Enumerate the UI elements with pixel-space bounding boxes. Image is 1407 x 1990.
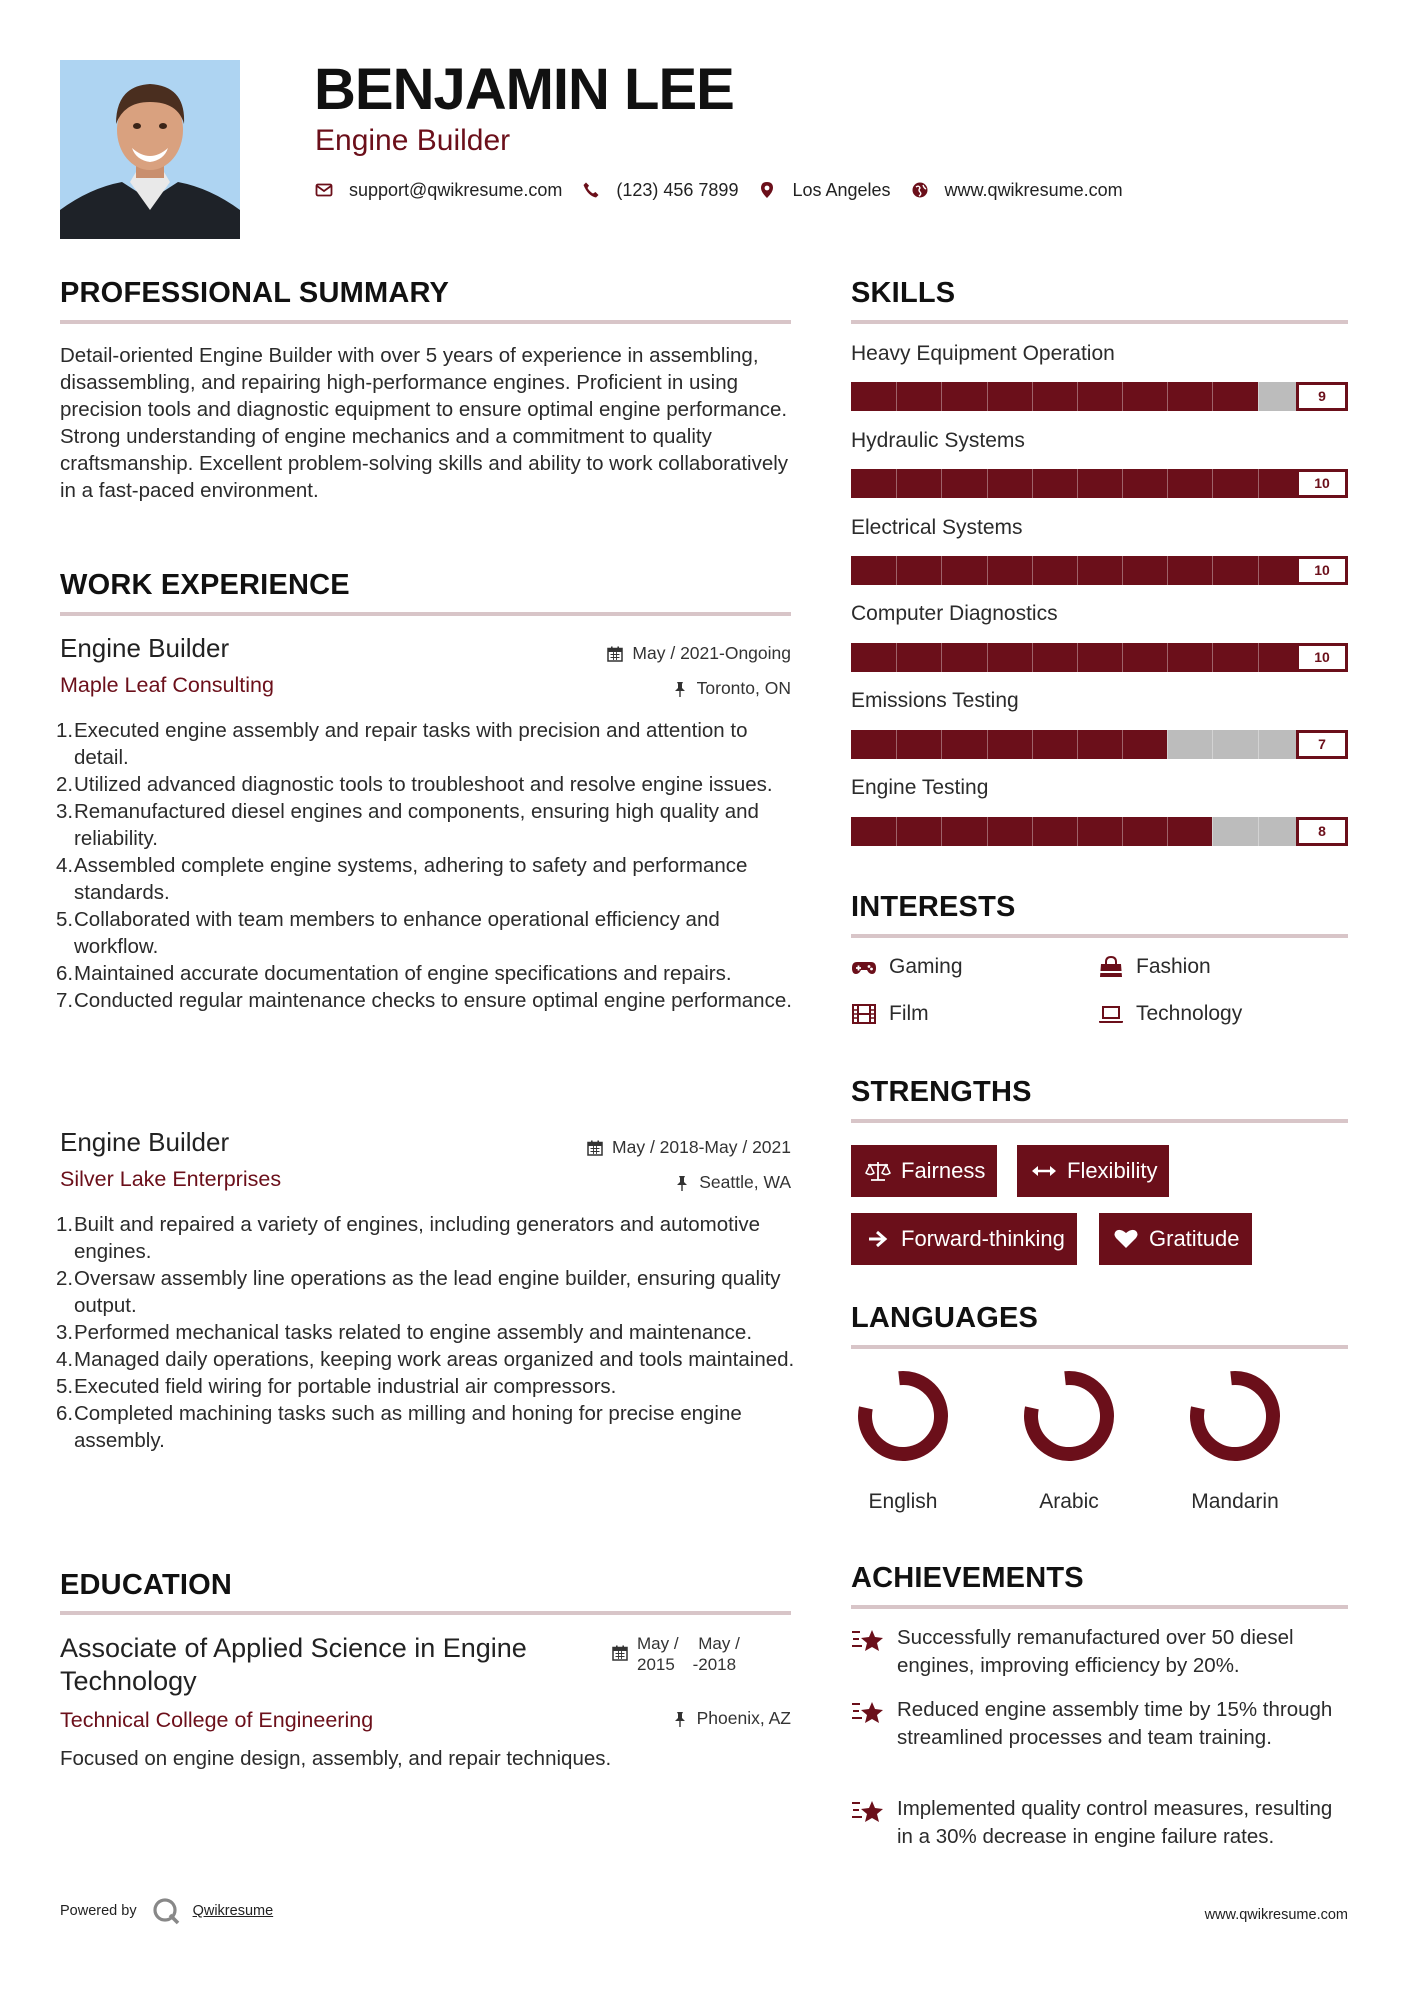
skill-bar-segment-divider (1032, 382, 1033, 411)
job-dates-text: May / 2021-Ongoing (632, 643, 791, 663)
laptop-icon (1098, 1003, 1124, 1025)
strength-label: Forward-thinking (901, 1226, 1065, 1251)
skill-name: Electrical Systems (851, 516, 1023, 539)
skill-bar-segment-divider (1258, 469, 1259, 498)
calendar-icon (607, 646, 623, 662)
skill-bar-segment-divider (1212, 817, 1213, 846)
experience-heading: WORK EXPERIENCE (60, 569, 350, 601)
skill-bar-segment-divider (1212, 469, 1213, 498)
achievement-item (851, 1624, 1351, 1680)
skill-bar-segment-divider (1167, 817, 1168, 846)
powered-by-text: Powered by (60, 1903, 137, 1919)
job-dates-text: May / 2018-May / 2021 (612, 1137, 791, 1157)
language-label: Mandarin (1191, 1490, 1279, 1513)
skill-bar-segment-divider (987, 643, 988, 672)
skill-bar (851, 730, 1348, 759)
list-item: 7. Conducted regular maintenance checks to ensure optimal engine performance. (56, 989, 792, 1012)
summary-heading: PROFESSIONAL SUMMARY (60, 277, 450, 309)
contact-email[interactable] (315, 180, 562, 201)
contact-phone[interactable] (582, 180, 738, 201)
globe-icon (911, 181, 929, 199)
job-bullets (56, 1211, 796, 1454)
person-portrait-icon (60, 60, 240, 239)
strength-label: Fairness (901, 1158, 986, 1183)
list-item: 2. Utilized advanced diagnostic tools to troubleshoot and resolve engine issues. (56, 773, 773, 796)
skill-bar-segment-divider (1077, 556, 1078, 585)
contact-website[interactable] (911, 180, 1123, 201)
skill-bar-segment-divider (941, 382, 942, 411)
interests-heading: INTERESTS (851, 891, 1016, 923)
achievement-text: Reduced engine assembly time by 15% through streamlined processes and team training. (897, 1698, 1333, 1749)
candidate-title: Engine Builder (315, 124, 511, 157)
contact-location (758, 180, 890, 201)
skill-bar (851, 382, 1348, 411)
skill-bar-fill (851, 643, 1296, 672)
skills-heading: SKILLS (851, 277, 956, 309)
profile-photo (60, 60, 240, 239)
skill-bar-segment-divider (987, 469, 988, 498)
skill-bar (851, 469, 1348, 498)
skill-bar-segment-divider (941, 469, 942, 498)
skill-bar-fill (851, 382, 1258, 411)
languages-heading: LANGUAGES (851, 1302, 1039, 1334)
skill-name: Emissions Testing (851, 689, 1019, 712)
skill-bar-segment-divider (1258, 556, 1259, 585)
skill-bar-segment-divider (1122, 730, 1123, 759)
arrow-right-icon (865, 1228, 891, 1250)
skill-bar-segment-divider (1032, 643, 1033, 672)
job-bullets (56, 717, 796, 1014)
interest-item (851, 1002, 929, 1026)
shooting-star-icon (851, 1626, 885, 1656)
skill-score: 10 (1296, 469, 1348, 498)
map-marker-icon (758, 181, 776, 199)
strengths-heading: STRENGTHS (851, 1076, 1032, 1108)
skill-score: 7 (1296, 730, 1348, 759)
skill-bar-segment-divider (941, 643, 942, 672)
skill-score: 8 (1296, 817, 1348, 846)
education-start-date: May / 2015 (637, 1634, 679, 1674)
education-end-date: May / 2018 (698, 1634, 740, 1674)
pushpin-icon (672, 1711, 688, 1727)
skills-divider (851, 320, 1348, 324)
skill-score: 10 (1296, 643, 1348, 672)
skill-bar-segment-divider (941, 730, 942, 759)
skill-bar (851, 817, 1348, 846)
strengths-divider (851, 1119, 1348, 1123)
achievements-heading: ACHIEVEMENTS (851, 1562, 1084, 1594)
interest-label: Fashion (1136, 955, 1211, 978)
language-label: English (868, 1490, 938, 1513)
strength-label: Flexibility (1067, 1158, 1158, 1183)
skill-bar-segment-divider (896, 382, 897, 411)
skill-bar-segment-divider (1258, 817, 1259, 846)
skill-bar-segment-divider (896, 730, 897, 759)
calendar-icon (587, 1140, 603, 1156)
languages-divider (851, 1345, 1348, 1349)
list-item: 2. Oversaw assembly line operations as the lead engine builder, ensuring quality output. (56, 1267, 781, 1317)
skill-bar-segment-divider (1212, 382, 1213, 411)
balance-scale-icon (865, 1160, 891, 1182)
shooting-star-icon (851, 1797, 885, 1827)
envelope-icon (315, 181, 333, 199)
skill-bar-segment-divider (1032, 469, 1033, 498)
education-description: Focused on engine design, assembly, and repair techniques. (60, 1747, 612, 1770)
interest-item (1098, 955, 1211, 979)
education-dates (612, 1633, 740, 1675)
list-item: 3. Performed mechanical tasks related to engine assembly and maintenance. (56, 1321, 753, 1344)
brand-link[interactable]: Qwikresume (192, 1903, 274, 1919)
candidate-name: BENJAMIN LEE (314, 57, 734, 122)
skill-bar-segment-divider (987, 730, 988, 759)
skill-bar-segment-divider (1077, 730, 1078, 759)
list-item: 6. Maintained accurate documentation of engine specifications and repairs. (56, 962, 732, 985)
list-item: 4. Assembled complete engine systems, adhering to safety and performance standards. (56, 854, 748, 904)
list-item: 4. Managed daily operations, keeping work areas organized and tools maintained. (56, 1348, 795, 1371)
strength-tag (851, 1213, 1077, 1265)
education-divider (60, 1611, 791, 1615)
achievement-text: Implemented quality control measures, resulting in a 30% decrease in engine failure rates. (897, 1797, 1333, 1848)
shooting-star-icon (851, 1698, 885, 1728)
list-item: 1. Executed engine assembly and repair tasks with precision and attention to detail. (56, 719, 748, 769)
skill-name: Hydraulic Systems (851, 429, 1025, 452)
skill-bar-segment-divider (1167, 556, 1168, 585)
phone-text: (123) 456 7899 (616, 179, 739, 200)
language-item (1175, 1368, 1295, 1514)
skill-bar-segment-divider (1167, 730, 1168, 759)
skill-bar-segment-divider (1258, 382, 1259, 411)
list-item: 3. Remanufactured diesel engines and components, ensuring high quality and reliability. (56, 800, 759, 850)
shopping-bag-icon (1098, 956, 1124, 978)
language-label: Arabic (1039, 1490, 1099, 1513)
skill-name: Heavy Equipment Operation (851, 342, 1115, 365)
skill-bar-segment-divider (1167, 469, 1168, 498)
arrows-horizontal-icon (1031, 1160, 1057, 1182)
experience-divider (60, 612, 791, 616)
footer-powered-by (60, 1896, 273, 1926)
skill-bar-fill (851, 730, 1167, 759)
skill-bar-segment-divider (1167, 382, 1168, 411)
achievement-text: Successfully remanufactured over 50 diesel engines, improving efficiency by 20%. (897, 1626, 1294, 1677)
job-title: Engine Builder (60, 1127, 230, 1157)
language-level-ring (855, 1368, 951, 1464)
skill-bar-segment-divider (941, 556, 942, 585)
pushpin-icon (674, 1175, 690, 1191)
education-heading: EDUCATION (60, 1569, 233, 1601)
list-item: 5. Collaborated with team members to enhance operational efficiency and workflow. (56, 908, 720, 958)
email-text: support@qwikresume.com (349, 179, 563, 200)
summary-text: Detail-oriented Engine Builder with over 5 years of experience in assembling, disassembling, and repairing high-performance engines. Proficient in using precision tools and diagnostic equipment to ensure optimal engine performance. Strong understanding of engine mechanics and a commitment to quality craftsmanship. Excellent problem-solving skills and ability to work collaboratively in a fast-paced environment. (60, 344, 789, 502)
strength-label: Gratitude (1149, 1226, 1240, 1251)
list-item: 5. Executed field wiring for portable industrial air compressors. (56, 1375, 617, 1398)
skill-bar-segment-divider (1212, 643, 1213, 672)
strength-tag (1099, 1213, 1252, 1265)
language-item (1009, 1368, 1129, 1514)
job-company: Maple Leaf Consulting (60, 673, 274, 697)
skill-score: 9 (1296, 382, 1348, 411)
skill-bar-segment-divider (1212, 556, 1213, 585)
language-item (843, 1368, 963, 1514)
skill-bar-segment-divider (1077, 469, 1078, 498)
skill-bar-fill (851, 556, 1296, 585)
job-company: Silver Lake Enterprises (60, 1167, 282, 1191)
skill-bar-segment-divider (1077, 817, 1078, 846)
strength-tag (1017, 1145, 1169, 1197)
education-location (480, 1708, 791, 1729)
skill-bar (851, 556, 1348, 585)
interest-label: Film (889, 1002, 929, 1025)
qwikresume-logo-icon (151, 1896, 181, 1926)
education-location-text: Phoenix, AZ (696, 1708, 791, 1728)
school-name: Technical College of Engineering (60, 1708, 374, 1732)
skill-name: Engine Testing (851, 776, 989, 799)
calendar-icon (612, 1645, 628, 1661)
job-location (480, 1172, 791, 1193)
skill-bar-fill (851, 469, 1296, 498)
skill-bar-segment-divider (896, 469, 897, 498)
skill-bar-segment-divider (1122, 382, 1123, 411)
job-location (480, 678, 791, 699)
pushpin-icon (672, 681, 688, 697)
strength-tag (851, 1145, 997, 1197)
skill-bar-segment-divider (987, 382, 988, 411)
skill-bar-segment-divider (1122, 469, 1123, 498)
achievement-item (851, 1795, 1351, 1851)
interest-item (1098, 1002, 1242, 1026)
heart-icon (1113, 1228, 1139, 1250)
location-text: Los Angeles (792, 179, 891, 200)
skill-bar-segment-divider (1167, 643, 1168, 672)
job-title: Engine Builder (60, 633, 230, 663)
skill-bar-segment-divider (1077, 643, 1078, 672)
education-date-separator: - (692, 1655, 699, 1674)
contact-bar (315, 178, 1143, 202)
achievements-divider (851, 1605, 1348, 1609)
skill-bar-segment-divider (896, 817, 897, 846)
language-level-ring (1187, 1368, 1283, 1464)
achievement-item (851, 1696, 1351, 1752)
job-dates (480, 643, 791, 664)
skill-bar-segment-divider (1212, 730, 1213, 759)
interest-item (851, 955, 963, 979)
skill-bar-segment-divider (1258, 730, 1259, 759)
job-location-text: Toronto, ON (696, 678, 791, 698)
skill-bar-segment-divider (987, 817, 988, 846)
job-dates (480, 1137, 791, 1158)
summary-divider (60, 320, 791, 324)
skill-bar-segment-divider (896, 643, 897, 672)
phone-icon (582, 181, 600, 199)
skill-bar-segment-divider (896, 556, 897, 585)
interests-divider (851, 934, 1348, 938)
website-text: www.qwikresume.com (944, 179, 1123, 200)
job-location-text: Seattle, WA (699, 1172, 791, 1192)
skill-bar-segment-divider (1122, 556, 1123, 585)
degree-title: Associate of Applied Science in Engine Technology (60, 1633, 527, 1696)
list-item: 1. Built and repaired a variety of engines, including generators and automotive engines. (56, 1213, 761, 1263)
skill-bar-segment-divider (1122, 643, 1123, 672)
film-icon (851, 1003, 877, 1025)
skill-bar-segment-divider (1077, 382, 1078, 411)
interest-label: Gaming (889, 955, 963, 978)
skill-bar-segment-divider (1032, 817, 1033, 846)
skill-bar-segment-divider (1122, 817, 1123, 846)
skill-bar (851, 643, 1348, 672)
gamepad-icon (851, 956, 877, 978)
skill-score: 10 (1296, 556, 1348, 585)
skill-bar-segment-divider (1032, 730, 1033, 759)
skill-bar-segment-divider (941, 817, 942, 846)
language-level-ring (1021, 1368, 1117, 1464)
footer-url[interactable]: www.qwikresume.com (1204, 1907, 1348, 1923)
interest-label: Technology (1136, 1002, 1243, 1025)
list-item: 6. Completed machining tasks such as milling and honing for precise engine assembly. (56, 1402, 742, 1452)
skill-bar-segment-divider (1032, 556, 1033, 585)
skill-name: Computer Diagnostics (851, 602, 1058, 625)
skill-bar-segment-divider (1258, 643, 1259, 672)
skill-bar-segment-divider (987, 556, 988, 585)
